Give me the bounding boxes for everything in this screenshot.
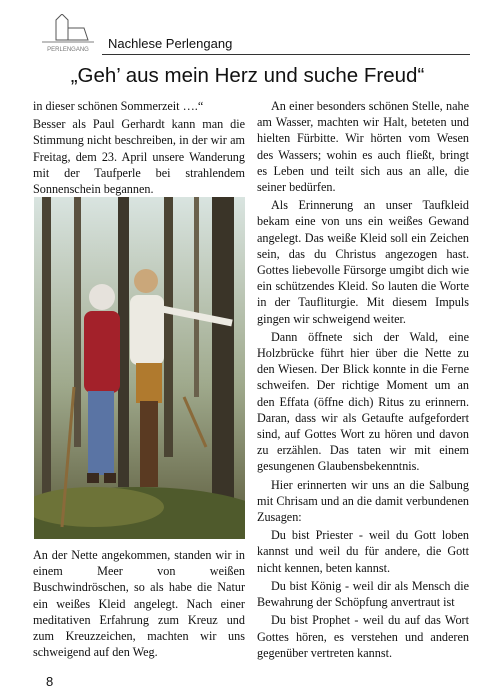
paragraph: An der Nette angekommen, standen wir in einem Meer von weißen Buschwindröschen, so als habe die Natur ein weißes Kleid angelegt. Nach einer meditativen Erfahrung zum Kreuz und zum Kreuzzeichen, machten wir uns schweigend auf den Weg. [33, 548, 245, 660]
logo-text: PERLENGANG [47, 47, 89, 53]
page-number: 8 [46, 674, 54, 689]
church-logo-icon [38, 14, 96, 60]
paragraph: Dann öffnete sich der Wald, eine Holzbrücke führt hier über die Nette zu den Wiesen. Der Blick konnte in die Ferne schweifen. Der richtige Moment um an den Effata (öffne dich) Ritus zu erinnern. Daran, dass wir als Getaufte aufgefordert sind, auf Gottes Wort zu hören und davon zu erzählen. Das taten wir mit einem gesungenen Glaubensbekenntnis. [257, 329, 469, 474]
page-title: „Geh’ aus mein Herz und suche Freud“ [70, 64, 425, 87]
paragraph: Du bist Priester - weil du Gott loben kannst und weil du für andere, die Gott nicht kennen, beten kannst. [257, 528, 469, 575]
paragraph: in dieser schönen Sommerzeit ….“ [33, 99, 204, 113]
left-column [33, 98, 245, 199]
header-divider [102, 54, 470, 55]
right-column [257, 98, 469, 663]
paragraph: Als Erinnerung an unser Taufkleid bekam eine von uns ein weißes Gewand angelegt. Das weiße Kleid soll ein Zeichen sein, das du Christus angezogen hast. Gottes liebevolle Fürsorge umgibt dich wie ein schützendes Kleid. So lauten die Worte in der Taufliturgie. Mit diesem Impuls gingen wir schweigend weiter. [257, 198, 469, 326]
paragraph: Besser als Paul Gerhardt kann man die Stimmung nicht beschreiben, in der wir am Freitag, dem 23. April unsere Wanderung mit der Taufperle bei strahlendem Sonnenschein begannen. [33, 117, 245, 197]
paragraph: An einer besonders schönen Stelle, nahe am Wasser, machten wir Halt, beteten und hielten Fürbitte. Wir hörten vom Wesen des Wassers; wohin es auch fließt, bringt es Leben und teilt sich aus an alle, die seiner bedürfen. [257, 99, 469, 195]
forest-walk-photo [34, 197, 245, 539]
left-column-lower [33, 547, 245, 662]
section-title: Nachlese Perlengang [108, 36, 233, 51]
paragraph: Du bist König - weil dir als Mensch die Bewahrung der Schöpfung anvertraut ist [257, 578, 469, 610]
paragraph: Du bist Prophet - weil du auf das Wort Gottes hören, es verstehen und anderen gegenüber vertreten kannst. [257, 613, 469, 660]
paragraph: Hier erinnerten wir uns an die Salbung mit Chrisam und an die damit verbundenen Zusagen: [257, 477, 469, 525]
